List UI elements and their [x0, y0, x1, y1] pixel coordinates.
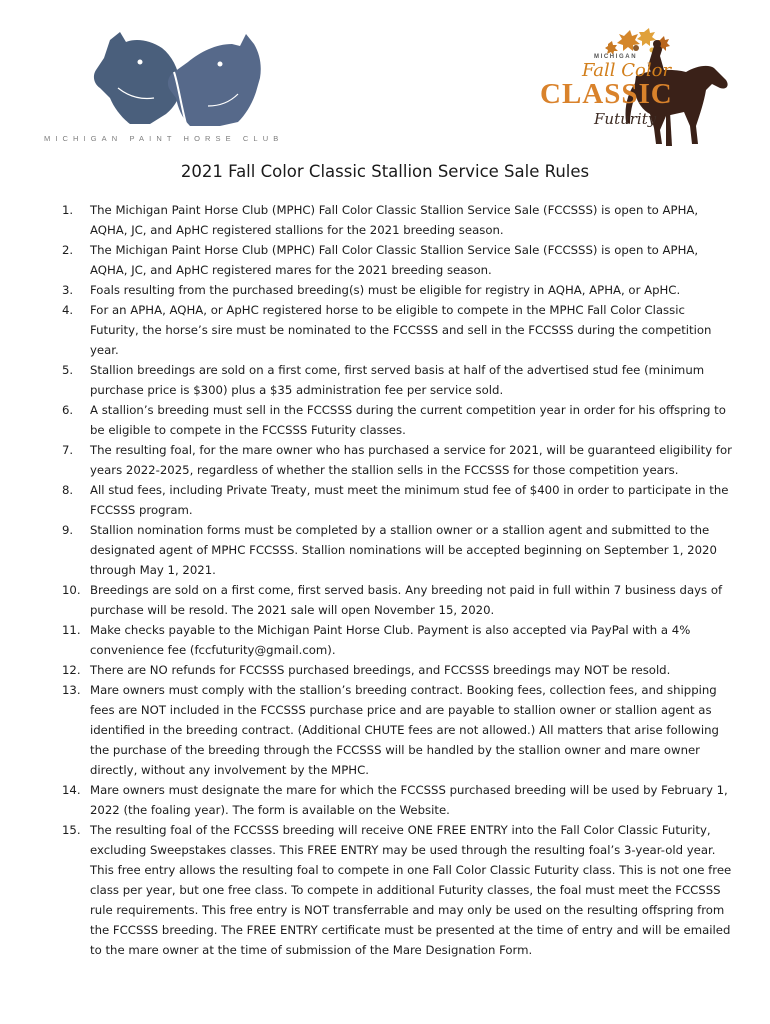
list-item [62, 820, 732, 960]
rule-number: 3. [62, 283, 74, 297]
rule-text: Foals resulting from the purchased breeding(s) must be eligible for registry in AQHA, APHA, or ApHC. [90, 283, 681, 297]
rule-text: Stallion breedings are sold on a first come, first served basis at half of the advertised stud fee (minimum purchase price is $300) plus a $35 administration fee per service sold. [90, 363, 705, 397]
rule-number: 15. [62, 823, 81, 837]
logo-classic-text: CLASSIC [540, 78, 673, 110]
rule-number: 10. [62, 583, 81, 597]
list-item [62, 300, 732, 360]
fall-color-classic-logo [536, 26, 741, 150]
list-item [62, 200, 732, 240]
rule-number: 9. [62, 523, 74, 537]
logo-fall-color-text: Fall Color [582, 60, 672, 81]
rule-text: Make checks payable to the Michigan Paint Horse Club. Payment is also accepted via PayPal with a 4% convenience fee (fccfuturity@gmail.com). [90, 623, 691, 657]
list-item [62, 780, 732, 820]
rule-number: 7. [62, 443, 74, 457]
list-item [62, 580, 732, 620]
rule-number: 2. [62, 243, 74, 257]
rule-text: A stallion’s breeding must sell in the FCCSSS during the current competition year in order for his offspring to be eligible to compete in the FCCSSS Futurity classes. [90, 403, 726, 437]
logo-michigan-text: MICHIGAN [594, 54, 638, 60]
rule-text: The resulting foal of the FCCSSS breeding will receive ONE FREE ENTRY into the Fall Color Classic Futurity, excluding Sweepstakes classes. This FREE ENTRY may be used through the resulting foal’s 3-year-old year. This free entry allows the resulting foal to compete in one Fall Color Classic Futurity class. This is not one free class per year, but one free class. To compete in additional Futurity classes, the foal must meet the FCCSSS rule requirements. This free entry is NOT transferrable and may only be used on the resulting offspring from the FCCSSS breeding. The FREE ENTRY certificate must be presented at the time of entry and will be emailed to the mare owner at the time of submission of the Mare Designation Form. [90, 823, 732, 957]
list-item [62, 360, 732, 400]
rule-text: Stallion nomination forms must be completed by a stallion owner or a stallion agent and submitted to the designated agent of MPHC FCCSSS. Stallion nominations will be accepted beginning on September 1, 2020 through May 1, 2021. [90, 523, 717, 577]
rule-text: Breedings are sold on a first come, first served basis. Any breeding not paid in full within 7 business days of purchase will be resold. The 2021 sale will open November 15, 2020. [90, 583, 723, 617]
club-name-text: MICHIGAN PAINT HORSE CLUB [44, 134, 284, 143]
rule-text: There are NO refunds for FCCSSS purchased breedings, and FCCSSS breedings may NOT be resold. [90, 663, 671, 677]
rule-text: Mare owners must designate the mare for which the FCCSSS purchased breeding will be used by February 1, 2022 (the foaling year). The form is available on the Website. [90, 783, 728, 817]
rule-number: 12. [62, 663, 81, 677]
rule-number: 13. [62, 683, 81, 697]
mphc-logo [36, 28, 286, 148]
rule-number: 11. [62, 623, 81, 637]
page-title: 2021 Fall Color Classic Stallion Service Sale Rules [180, 162, 590, 181]
list-item [62, 520, 732, 580]
list-item [62, 680, 732, 780]
rule-number: 8. [62, 483, 74, 497]
list-item [62, 240, 732, 280]
list-item [62, 620, 732, 660]
rule-number: 6. [62, 403, 74, 417]
rule-text: The Michigan Paint Horse Club (MPHC) Fall Color Classic Stallion Service Sale (FCCSSS) is open to APHA, AQHA, JC, and ApHC registered mares for the 2021 breeding season. [90, 243, 699, 277]
list-item [62, 280, 732, 300]
list-item [62, 400, 732, 440]
rule-number: 4. [62, 303, 74, 317]
rule-number: 1. [62, 203, 74, 217]
list-item [62, 480, 732, 520]
rules-list [62, 200, 732, 960]
rule-text: The resulting foal, for the mare owner who has purchased a service for 2021, will be guaranteed eligibility for years 2022-2025, regardless of whether the stallion sells in the FCCSSS for those competition years. [90, 443, 732, 477]
list-item [62, 660, 732, 680]
rule-text: The Michigan Paint Horse Club (MPHC) Fall Color Classic Stallion Service Sale (FCCSSS) is open to APHA, AQHA, JC, and ApHC registered stallions for the 2021 breeding season. [90, 203, 699, 237]
rule-text: Mare owners must comply with the stallion’s breeding contract. Booking fees, collection fees, and shipping fees are NOT included in the FCCSSS purchase price and are payable to stallion owner or stallion agent as identified in the breeding contract. (Additional CHUTE fees are not allowed.) All matters that arise following the purchase of the breeding through the FCCSSS will be handled by the stallion owner and mare owner directly, without any involvement by the MPHC. [90, 683, 719, 777]
rule-text: For an APHA, AQHA, or ApHC registered horse to be eligible to compete in the MPHC Fall Color Classic Futurity, the horse’s sire must be nominated to the FCCSSS and sell in the FCCSSS during the competition year. [90, 303, 712, 357]
list-item [62, 440, 732, 480]
logo-futurity-text: Futurity [594, 110, 657, 128]
rule-text: All stud fees, including Private Treaty, must meet the minimum stud fee of $400 in order to participate in the FCCSSS program. [90, 483, 729, 517]
rule-number: 5. [62, 363, 74, 377]
rule-number: 14. [62, 783, 81, 797]
horse-heads-icon [70, 28, 270, 128]
